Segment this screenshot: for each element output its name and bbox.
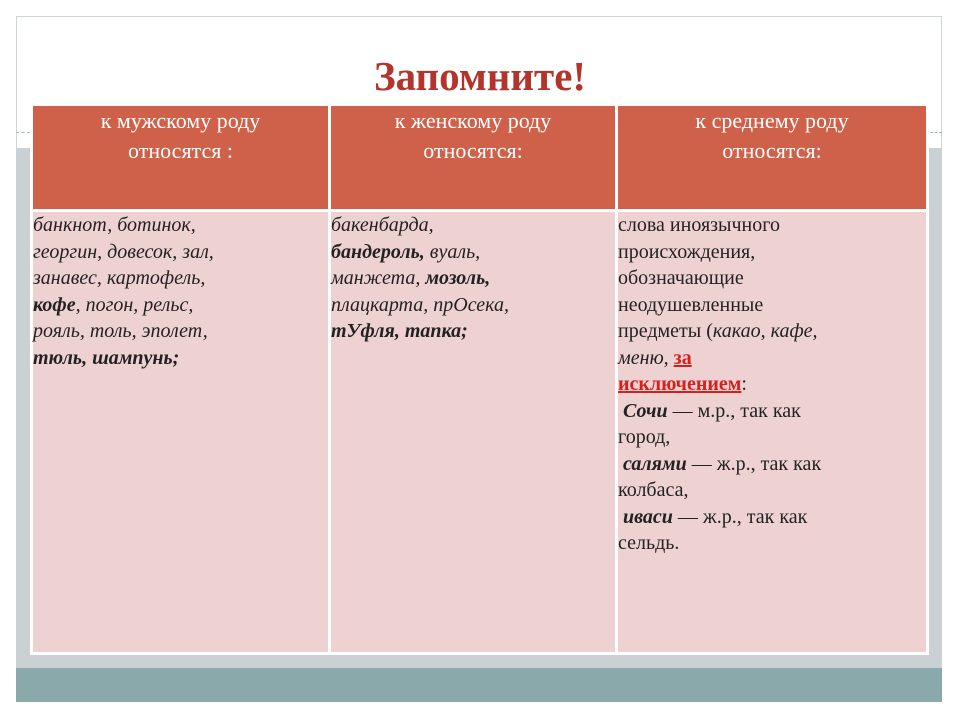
exception-link-2[interactable]: исключением xyxy=(618,373,742,395)
table-header-row xyxy=(32,105,928,211)
neut-line-3: обозначающие xyxy=(618,267,744,289)
fem-line-5: тУфля, тапка; xyxy=(331,320,468,342)
header-neuter xyxy=(617,105,928,211)
neut-examples-1: какао, кафе, xyxy=(712,320,818,342)
gender-table xyxy=(30,103,929,655)
masc-word-kofe: кофе xyxy=(33,293,76,316)
header-masculine xyxy=(32,105,330,211)
fem-word-mozol: мозоль, xyxy=(425,267,491,289)
exception-salyami-text: — ж.р., так как xyxy=(686,452,822,475)
masc-line-1: банкнот, ботинок, xyxy=(33,214,196,236)
slide-title: Запомните! xyxy=(373,53,587,99)
exception-word-salyami: салями xyxy=(623,452,687,475)
fem-line-1: бакенбарда, xyxy=(331,214,434,236)
masc-line-5: рояль, толь, эполет, xyxy=(33,320,208,342)
neut-colon: : xyxy=(741,373,747,395)
exception-word-ivasi: иваси xyxy=(623,505,673,528)
masc-line-4: , погон, рельс, xyxy=(75,293,194,316)
exception-salyami-cont: колбаса, xyxy=(618,479,689,501)
neut-line-5: предметы ( xyxy=(618,320,713,342)
cell-masculine xyxy=(32,211,330,654)
exception-link-1[interactable]: за xyxy=(673,346,692,369)
divider-left xyxy=(16,132,30,133)
masc-line-6: тюль, шампунь; xyxy=(33,346,180,369)
masc-line-3: занавес, картофель, xyxy=(33,267,206,289)
table-body-row xyxy=(32,211,928,654)
header-neuter-line2: относятся: xyxy=(722,138,822,163)
exception-sochi-text: — м.р., так как xyxy=(667,399,801,422)
neut-line-2: происхождения, xyxy=(618,240,756,263)
header-masculine-line2: относятся : xyxy=(128,138,233,163)
header-masculine-line1: к мужскому роду xyxy=(100,108,261,133)
header-feminine-line1: к женскому роду xyxy=(394,108,552,133)
neut-examples-2: меню, xyxy=(618,346,669,369)
exception-word-sochi: Сочи xyxy=(623,399,668,422)
neut-line-4: неодушевленные xyxy=(618,293,764,316)
cell-feminine xyxy=(330,211,617,654)
neut-line-1: слова иноязычного xyxy=(618,214,780,236)
fem-line-3: манжета, xyxy=(331,267,426,289)
fem-line-2: вуаль, xyxy=(424,240,481,263)
exception-ivasi-text: — ж.р., так как xyxy=(672,505,808,528)
fem-line-4: плацкарта, прОсека, xyxy=(331,293,510,316)
exception-sochi-cont: город, xyxy=(618,426,671,448)
footer-band xyxy=(16,668,942,702)
fem-word-banderol: бандероль, xyxy=(331,240,425,263)
header-feminine xyxy=(330,105,617,211)
header-feminine-line2: относятся: xyxy=(423,138,523,163)
exception-ivasi-cont: сельдь. xyxy=(618,532,680,554)
cell-neuter xyxy=(617,211,928,654)
masc-line-2: георгин, довесок, зал, xyxy=(33,240,214,263)
header-neuter-line1: к среднему роду xyxy=(695,108,849,133)
